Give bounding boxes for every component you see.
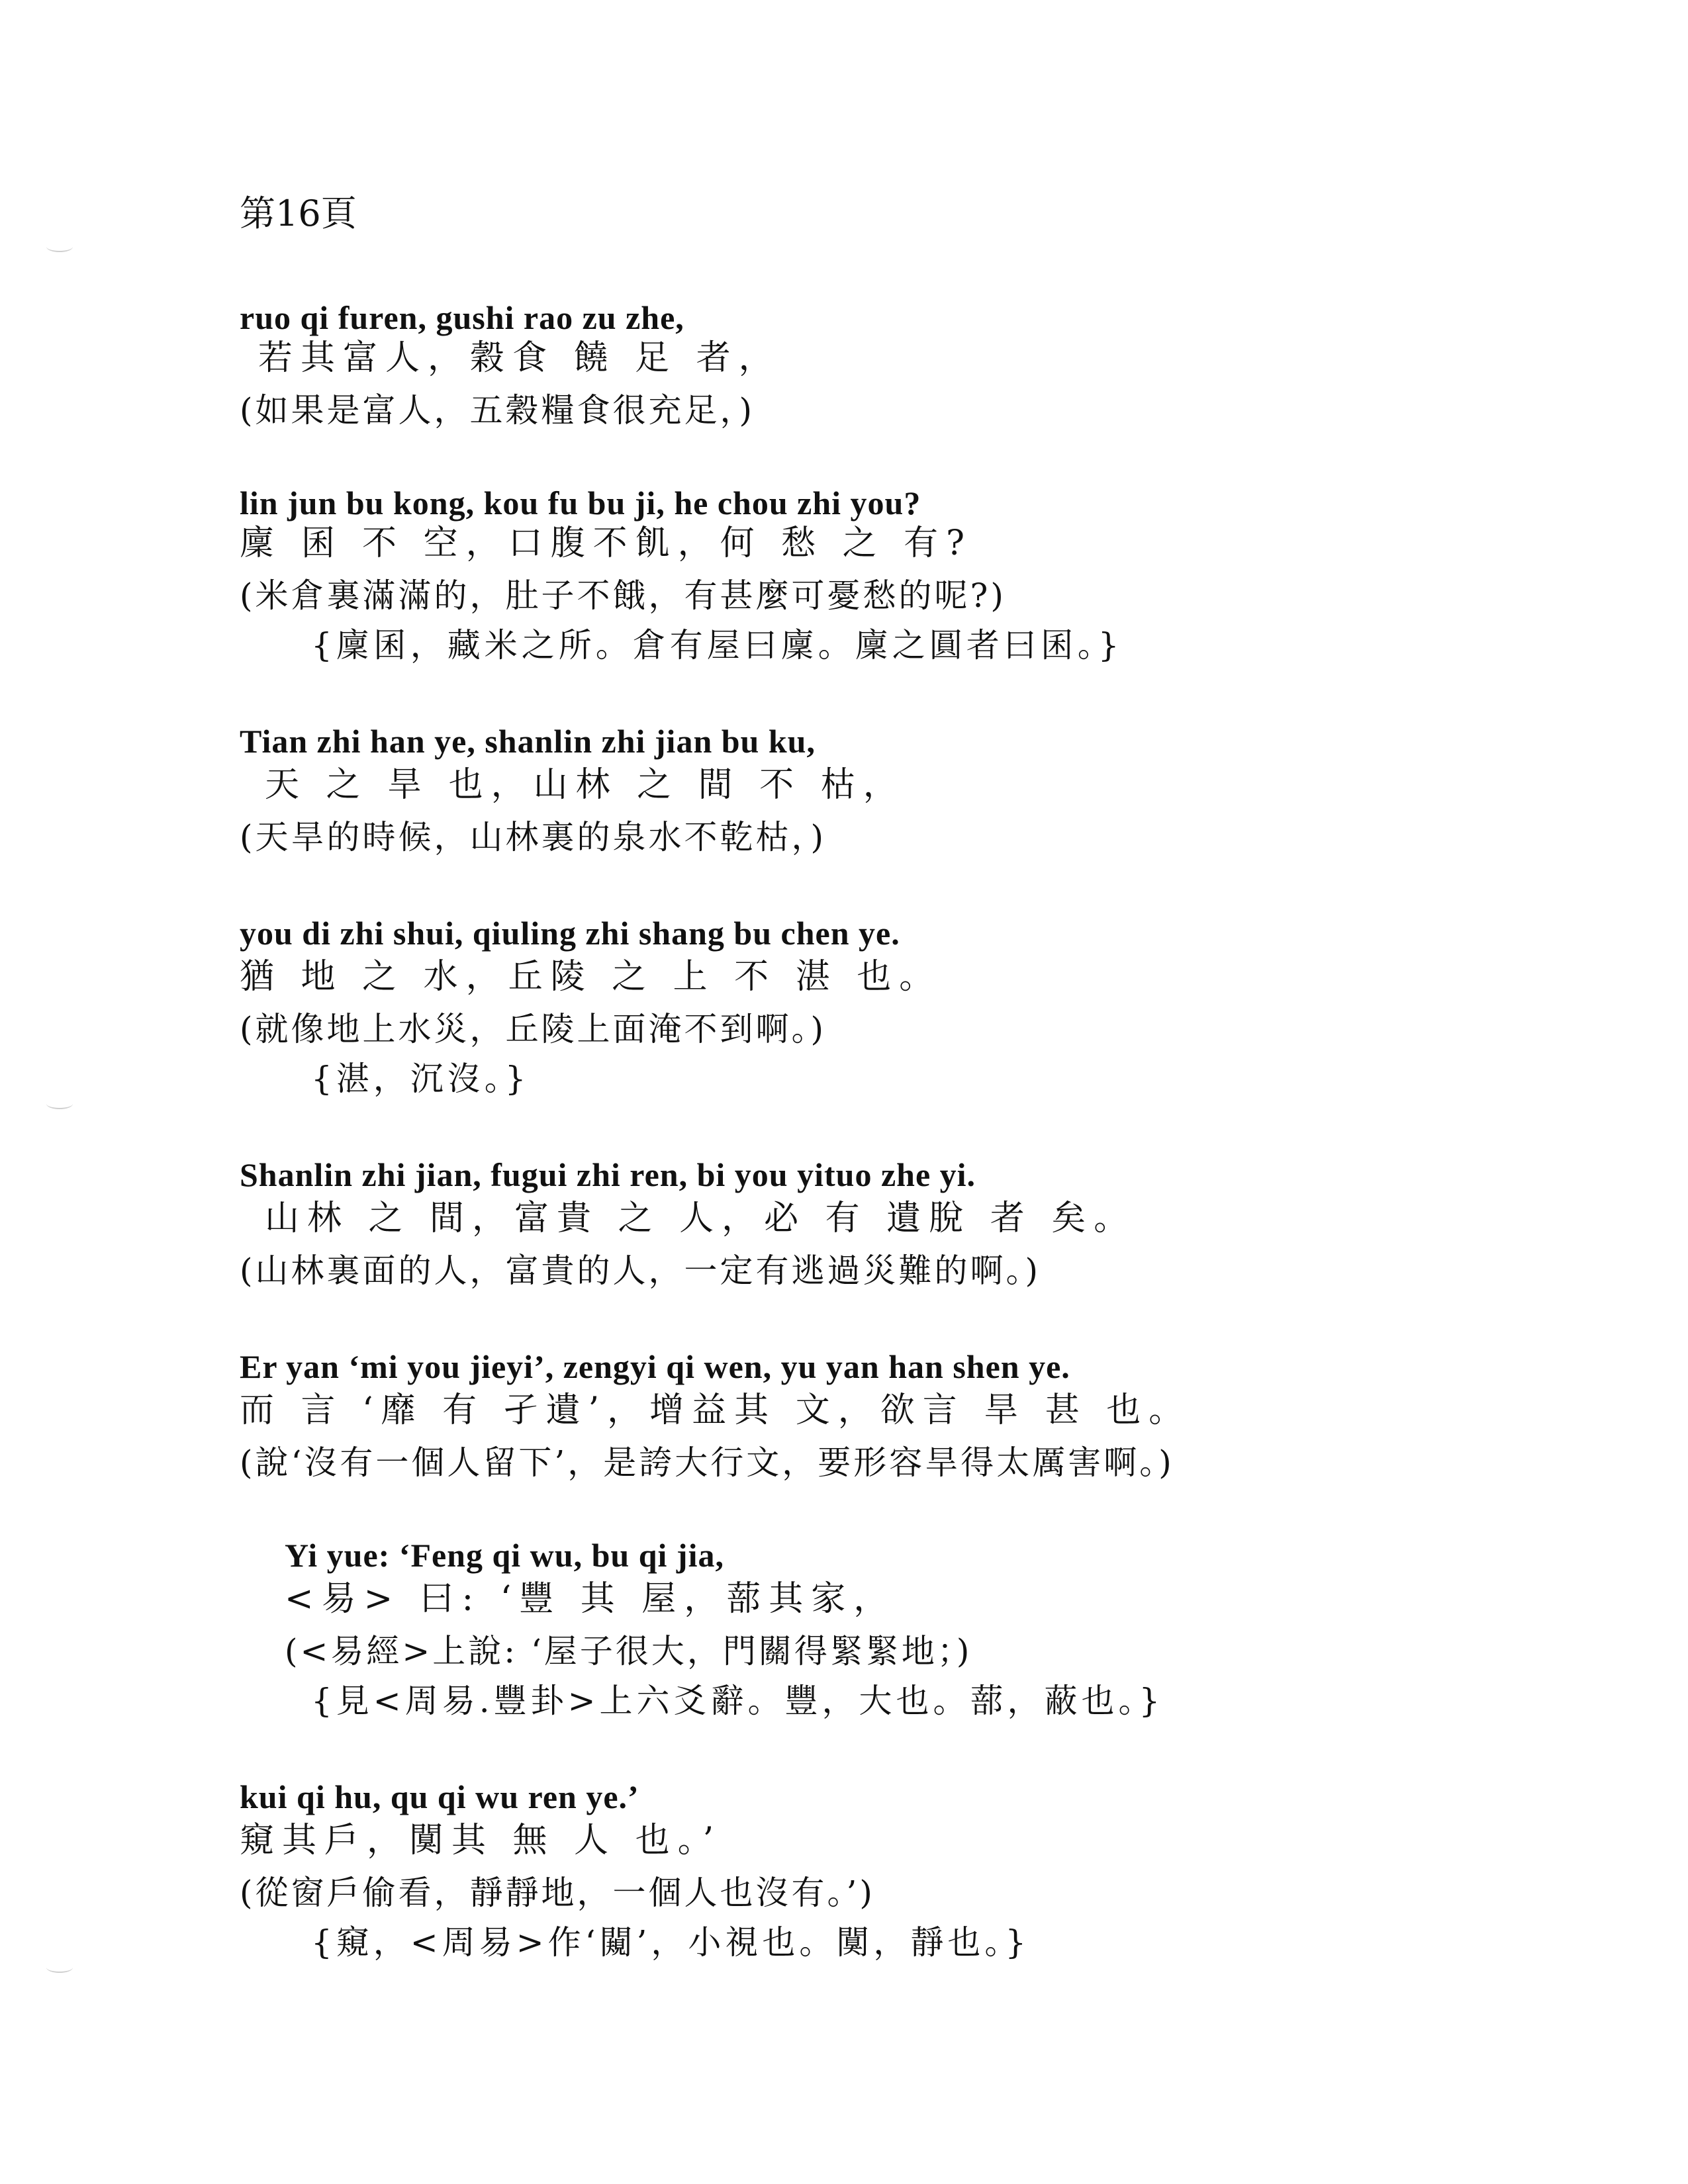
binder-hole-mark bbox=[46, 1962, 73, 1973]
chinese-line: 山林 之 間，富貴 之 人，必 有 遺脫 者 矣。 bbox=[265, 1199, 1137, 1238]
chinese-line: 而 言 ‘靡 有 孑遺’，增益其 文，欲言 旱 甚 也。 bbox=[240, 1390, 1192, 1430]
translation-line: (說‘沒有一個人留下’，是誇大行文，要形容旱得太厲害啊。) bbox=[240, 1443, 1174, 1482]
chinese-line: <易> 曰: ‘豐 其 屋，蔀其家， bbox=[285, 1579, 896, 1619]
annotation-note: {窺，<周易>作‘闚’，小視也。闃，靜也。} bbox=[311, 1923, 1031, 1962]
chinese-line: 猶 地 之 水，丘陵 之 上 不 湛 也。 bbox=[240, 957, 942, 997]
pinyin-line: kui qi hu, qu qi wu ren ye.’ bbox=[240, 1778, 639, 1815]
translation-line: (<易經>上說: ‘屋子很大，門關得緊緊地；) bbox=[285, 1632, 972, 1670]
annotation-note: {見<周易.豐卦>上六爻辭。豐，大也。蔀，蔽也。} bbox=[311, 1682, 1164, 1720]
translation-line: (米倉裏滿滿的，肚子不餓，有甚麼可憂愁的呢?) bbox=[240, 576, 1006, 615]
chinese-line: 若其富人，穀食 饒 足 者， bbox=[258, 338, 781, 378]
annotation-note: {湛，沉沒。} bbox=[311, 1060, 530, 1098]
translation-line: (如果是富人，五穀糧食很充足，) bbox=[240, 391, 755, 430]
pinyin-line: Shanlin zhi jian, fugui zhi ren, bi you yituo zhe yi. bbox=[240, 1156, 976, 1193]
pinyin-line: you di zhi shui, qiuling zhi shang bu chen ye. bbox=[240, 915, 900, 952]
annotation-note: {廩囷，藏米之所。倉有屋曰廩。廩之圓者曰囷。} bbox=[311, 626, 1123, 664]
pinyin-line: Yi yue: ‘Feng qi wu, bu qi jia, bbox=[285, 1537, 724, 1574]
binder-hole-mark bbox=[46, 1099, 73, 1109]
translation-line: (從窗戶偷看，靜靜地，一個人也沒有。’) bbox=[240, 1874, 875, 1912]
pinyin-line: lin jun bu kong, kou fu bu ji, he chou zhi you? bbox=[240, 484, 921, 522]
pinyin-line: ruo qi furen, gushi rao zu zhe, bbox=[240, 299, 684, 336]
translation-line: (天旱的時候，山林裏的泉水不乾枯，) bbox=[240, 818, 827, 856]
page-title: 第16頁 bbox=[240, 193, 357, 234]
chinese-line: 廩 囷 不 空，口腹不飢，何 愁 之 有? bbox=[240, 523, 973, 563]
translation-line: (就像地上水災，丘陵上面淹不到啊。) bbox=[240, 1010, 827, 1048]
pinyin-line: Tian zhi han ye, shanlin zhi jian bu ku, bbox=[240, 723, 816, 760]
binder-hole-mark bbox=[46, 242, 73, 252]
translation-line: (山林裏面的人，富貴的人，一定有逃過災難的啊。) bbox=[240, 1251, 1041, 1290]
pinyin-line: Er yan ‘mi you jieyi’, zengyi qi wen, yu yan han shen ye. bbox=[240, 1348, 1070, 1385]
chinese-line: 天 之 旱 也，山林 之 間 不 枯， bbox=[265, 765, 906, 805]
chinese-line: 窺其戶，闃其 無 人 也。’ bbox=[240, 1821, 722, 1860]
